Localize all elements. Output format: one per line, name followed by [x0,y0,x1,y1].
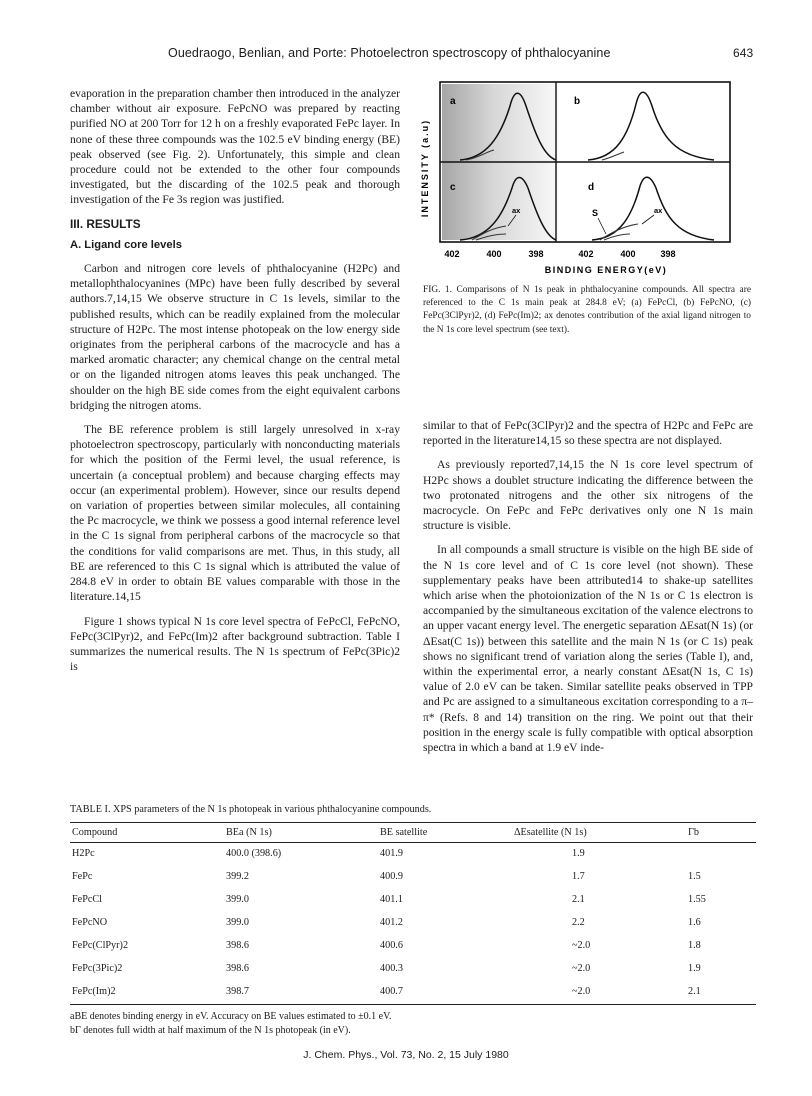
left-column [70,86,400,683]
col-header-gamma: Γb [686,823,756,843]
cell-gamma: 1.8 [688,939,701,951]
cell-be: 399.0 [226,893,249,905]
cell-gamma: 2.1 [686,981,756,1005]
panel-label-b: b [574,96,581,107]
table-row [70,935,756,958]
panel-label-d: d [588,182,595,193]
left-para-3: The BE reference problem is still largely unresolved in x-ray photoelectron spectroscopy, particularly with nonconducting materials for which the position of the Fermi level, the usual reference, is uncertain (a conceptual problem) and because charging effects may occur (an experimental problem). However, since our results depend on variation of properties between similar molecules, all containing the Pc macrocycle, we think we possess a good internal reference level in the C 1s signal from peripheral carbons of the macrocycle so that the conditions for valid comparisons are met. Thus, in this study, all BE are referenced to this C 1s signal which is attributed the value of 284.8 eV in order to obtain BE values comparable with those in the literature.14,15 [70,423,400,604]
table-row [70,866,756,889]
cell-compound: FePcCl [72,893,103,905]
cell-be-satellite: 400.9 [380,870,403,882]
col-header-delta-e: ΔEsatellite (N 1s) [512,823,686,843]
y-axis-label: INTENSITY (a.u) [420,118,430,218]
right-para-2: As previously reported7,14,15 the N 1s core level spectrum of H2Pc shows a doublet structure indicating the difference between the two protonated nitrogens and the other six nitrogens of the macrocycle. On FePc and FePc derivatives only one N 1s main structure is visible. [423,458,753,533]
cell-delta-e: 2.1 [572,893,585,905]
cell-delta-e: 2.2 [572,916,585,928]
cell-compound: FePc(3Pic)2 [72,962,123,974]
cell-compound: FePc(ClPyr)2 [72,939,129,951]
table-row [70,843,756,867]
left-para-4: Figure 1 shows typical N 1s core level spectra of FePcCl, FePcNO, FePc(3ClPyr)2, and FePc(Im)2 after background subtraction. Table I summarizes the numerical results. The N 1s spectrum of FePc(3Pic)2 is [70,614,400,674]
subsection-heading: A. Ligand core levels [70,238,182,251]
running-title: Ouedraogo, Benlian, and Porte: Photoelectron spectroscopy of phthalocyanine [168,46,611,60]
x-tick-left-400: 400 [486,249,502,259]
cell-compound: FePcNO [72,916,108,928]
x-tick-right-402: 402 [578,249,594,259]
cell-be-satellite: 401.9 [380,847,403,859]
left-para-1: evaporation in the preparation chamber then introduced in the analyzer chamber without air exposure. FePcNO was prepared by reacting purified NO at 200 Torr for 12 h on a freshly evaporated FePc layer. In none of these three compounds was the 102.5 eV binding energy (BE) peak observed (see Fig. 2). Unfortunately, this simple and clean procedure could not be extended to the other four compounds investigated, but the discarding of the 102.5 peak and thorough investigation of the Fe 3s region was justified. [70,87,400,207]
right-para-1: similar to that of FePc(3ClPyr)2 and the spectra of H2Pc and FePc are reported in the literature14,15 so these spectra are not displayed. [423,419,753,448]
table-row [70,981,756,1005]
figure-caption: FIG. 1. Comparisons of N 1s peak in phthalocyanine compounds. All spectra are referenced to the C 1s main peak at 284.8 eV; (a) FePcCl, (b) FePcNO, (c) FePc(3ClPyr)2, (d) FePc(Im)2; ax denotes contribution of the axial ligand nitrogen to the N 1s core level spectrum (see text). [423,285,751,335]
annotation-s-d: S [592,208,599,218]
cell-be-satellite: 401.1 [380,893,403,905]
cell-be: 398.6 [226,939,249,951]
cell-gamma: 1.9 [688,962,701,974]
cell-be: 400.0 (398.6) [226,847,282,859]
x-tick-right-398: 398 [660,249,676,259]
x-tick-left-398: 398 [528,249,544,259]
page-number: 643 [733,46,754,60]
x-axis-label: BINDING ENERGY(eV) [544,265,668,275]
panel-label-a: a [450,96,456,107]
table-note-b: bΓ denotes full width at half maximum of the N 1s photopeak (in eV). [70,1025,351,1036]
table-caption: TABLE I. XPS parameters of the N 1s photopeak in various phthalocyanine compounds. [70,804,432,815]
col-header-compound: Compound [70,823,224,843]
x-tick-right-400: 400 [620,249,636,259]
cell-be-satellite: 400.6 [380,939,403,951]
right-column [423,418,753,764]
journal-citation: J. Chem. Phys., Vol. 73, No. 2, 15 July 1980 [303,1049,509,1061]
xps-table [70,822,756,1005]
cell-gamma [686,843,756,867]
col-header-be-satellite: BE satellite [378,823,512,843]
table-row [70,889,756,912]
cell-delta-e: ~2.0 [512,981,686,1005]
cell-compound: H2Pc [72,847,95,859]
annotation-ax-d: ax [654,206,663,215]
cell-be-satellite: 400.7 [378,981,512,1005]
cell-be: 398.6 [226,962,249,974]
col-header-be: BEa (N 1s) [224,823,378,843]
cell-delta-e: 1.9 [572,847,585,859]
cell-be: 399.0 [226,916,249,928]
cell-be-satellite: 400.3 [380,962,403,974]
cell-be: 399.2 [226,870,249,882]
table-1 [70,804,756,1037]
cell-gamma: 1.5 [688,870,701,882]
cell-delta-e: ~2.0 [572,962,591,974]
panel-label-c: c [450,182,456,193]
left-para-2: Carbon and nitrogen core levels of phthalocyanine (H2Pc) and metallophthalocyanines (MPc) have been fully described by several authors.7,14,15 We observe structure in C 1s levels, similar to the published results, which can be readily explained from the molecular structure of H2Pc. The most intense photopeak on the low energy side originates from the peripheral carbons of the macrocycle and has a marked aromatic character; any chemical change on the central metal or on the liganded nitrogen atoms leaves this peak unchanged. The shoulder on the high BE side comes from the eight equivalent carbons bridging the nitrogen atoms. [70,262,400,412]
cell-compound: FePc(Im)2 [70,981,224,1005]
section-heading: III. RESULTS [70,216,141,231]
annotation-ax-c: ax [512,206,521,215]
cell-gamma: 1.55 [688,893,706,905]
table-row [70,958,756,981]
figure-1 [416,78,756,278]
table-note-a: aBE denotes binding energy in eV. Accuracy on BE values estimated to ±0.1 eV. [70,1011,392,1022]
cell-gamma: 1.6 [688,916,701,928]
cell-delta-e: ~2.0 [572,939,591,951]
cell-compound: FePc [72,870,93,882]
table-row [70,912,756,935]
cell-delta-e: 1.7 [572,870,585,882]
cell-be: 398.7 [224,981,378,1005]
cell-be-satellite: 401.2 [380,916,403,928]
x-tick-left-402: 402 [444,249,460,259]
right-para-3: In all compounds a small structure is visible on the high BE side of the N 1s core level and of C 1s core level (not shown). These supplementary peaks have been attributed14 to shake-up satellites which arise when the photoionization of the N 1s or C 1s electron is accompanied by the simultaneous excitation of the valence electrons to an upper vacant energy level. The energetic separation ΔEsat(N 1s) (or ΔEsat(C 1s)) between this satellite and the main N 1s (or C 1s) peak shows no significant trend of variation along the series (Table I), and, within the experimental error, a nearly constant ΔEsat(N 1s, C 1s) value of 2.0 eV can be taken. Similar satellite peaks observed in TPP and Pc are assigned to a simultaneous excitation corresponding to a π–π* (Refs. 8 and 14) transition on the ring. We point out that their position in the energy scale is fully compatible with optical absorption spectra in which a band at 1.9 eV inde- [423,543,753,755]
